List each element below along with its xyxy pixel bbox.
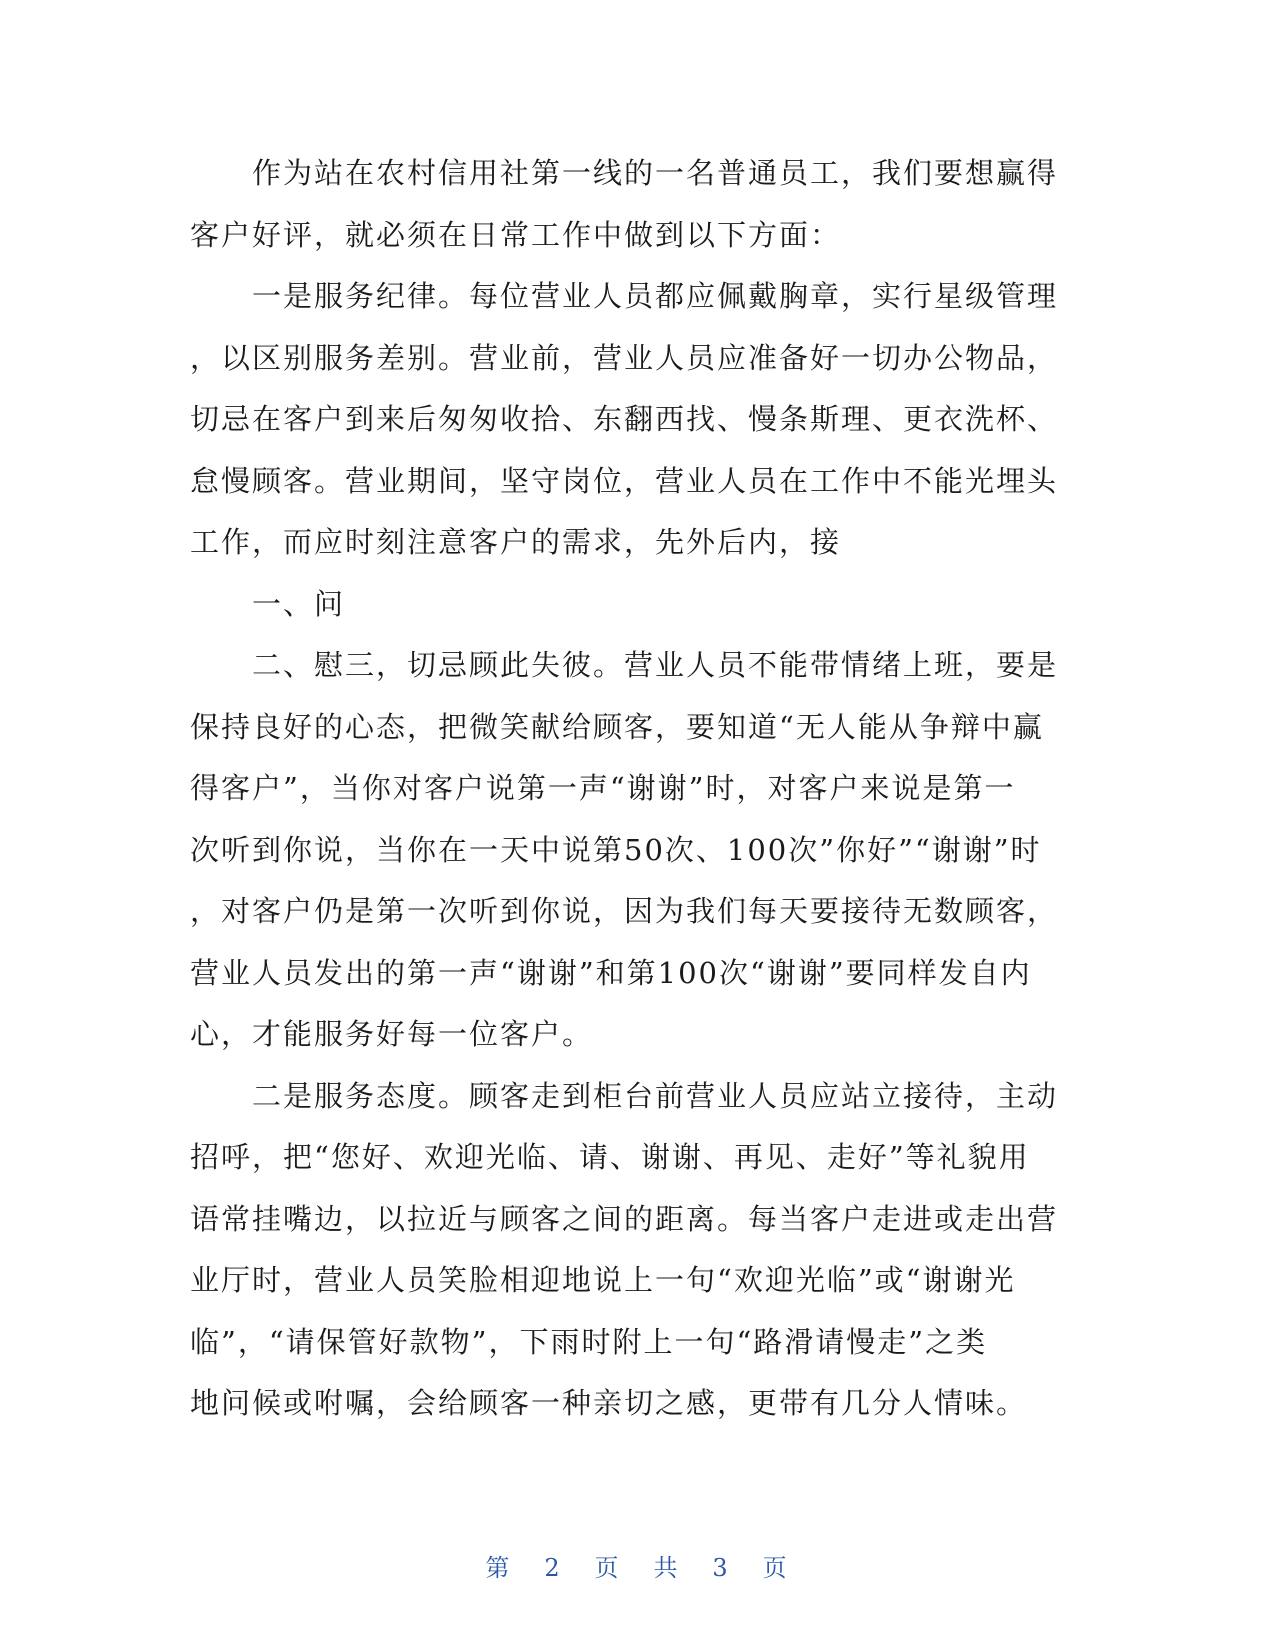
paragraph-line: 一、问 xyxy=(252,586,346,621)
paragraph-line: 业厅时，营业人员笑脸相迎地说上一句“欢迎光临”或“谢谢光 xyxy=(190,1263,1016,1297)
footer-current-page: 2 xyxy=(544,1554,563,1582)
footer-total-pages: 3 xyxy=(712,1554,731,1582)
document-body xyxy=(190,143,1090,1435)
paragraph-line: 次听到你说，当你在一天中说第50次、100次”你好”“谢谢”时 xyxy=(190,832,1042,867)
paragraph-line: 心，才能服务好每一位客户。 xyxy=(190,1017,594,1051)
page-footer xyxy=(0,1548,1275,1583)
paragraph-line: 作为站在农村信用社第一线的一名普通员工，我们要想赢得 xyxy=(252,156,1059,190)
footer-page-word: 页 xyxy=(594,1554,622,1582)
footer-page-prefix: 第 xyxy=(485,1554,513,1582)
paragraph-line: 切忌在客户到来后匆匆收拾、东翻西找、慢条斯理、更衣洗杯、 xyxy=(190,402,1059,436)
paragraph-line: 工作，而应时刻注意客户的需求，先外后内，接 xyxy=(190,525,842,559)
footer-total-prefix: 共 xyxy=(653,1554,681,1582)
paragraph-line: 二是服务态度。顾客走到柜台前营业人员应站立接待，主动 xyxy=(252,1078,1059,1113)
paragraph-line: 客户好评，就必须在日常工作中做到以下方面： xyxy=(190,217,842,252)
paragraph-line: 临”，“请保管好款物”，下雨时附上一句“路滑请慢走”之类 xyxy=(190,1324,988,1359)
paragraph-line: ，对客户仍是第一次听到你说，因为我们每天要接待无数顾客， xyxy=(190,894,1059,928)
paragraph-line: 二、慰三，切忌顾此失彼。营业人员不能带情绪上班，要是 xyxy=(252,648,1059,682)
paragraph-line: 营业人员发出的第一声“谢谢”和第100次“谢谢”要同样发自内 xyxy=(190,955,1032,990)
paragraph-line: 怠慢顾客。营业期间，坚守岗位，营业人员在工作中不能光埋头 xyxy=(190,463,1059,498)
footer-total-word: 页 xyxy=(762,1554,790,1582)
paragraph-line: 一是服务纪律。每位营业人员都应佩戴胸章，实行星级管理 xyxy=(252,279,1059,313)
paragraph-line: 得客户”，当你对客户说第一声“谢谢”时，对客户来说是第一 xyxy=(190,771,1016,805)
paragraph-line: 招呼，把“您好、欢迎光临、请、谢谢、再见、走好”等礼貌用 xyxy=(190,1140,1030,1174)
paragraph-line: 保持良好的心态，把微笑献给顾客，要知道“无人能从争辩中赢 xyxy=(190,709,1044,744)
paragraph-line: ，以区别服务差别。营业前，营业人员应准备好一切办公物品， xyxy=(190,340,1059,375)
paragraph-line: 语常挂嘴边，以拉近与顾客之间的距离。每当客户走进或走出营 xyxy=(190,1201,1059,1236)
paragraph-line: 地问候或咐嘱，会给顾客一种亲切之感，更带有几分人情味。 xyxy=(190,1386,1028,1420)
